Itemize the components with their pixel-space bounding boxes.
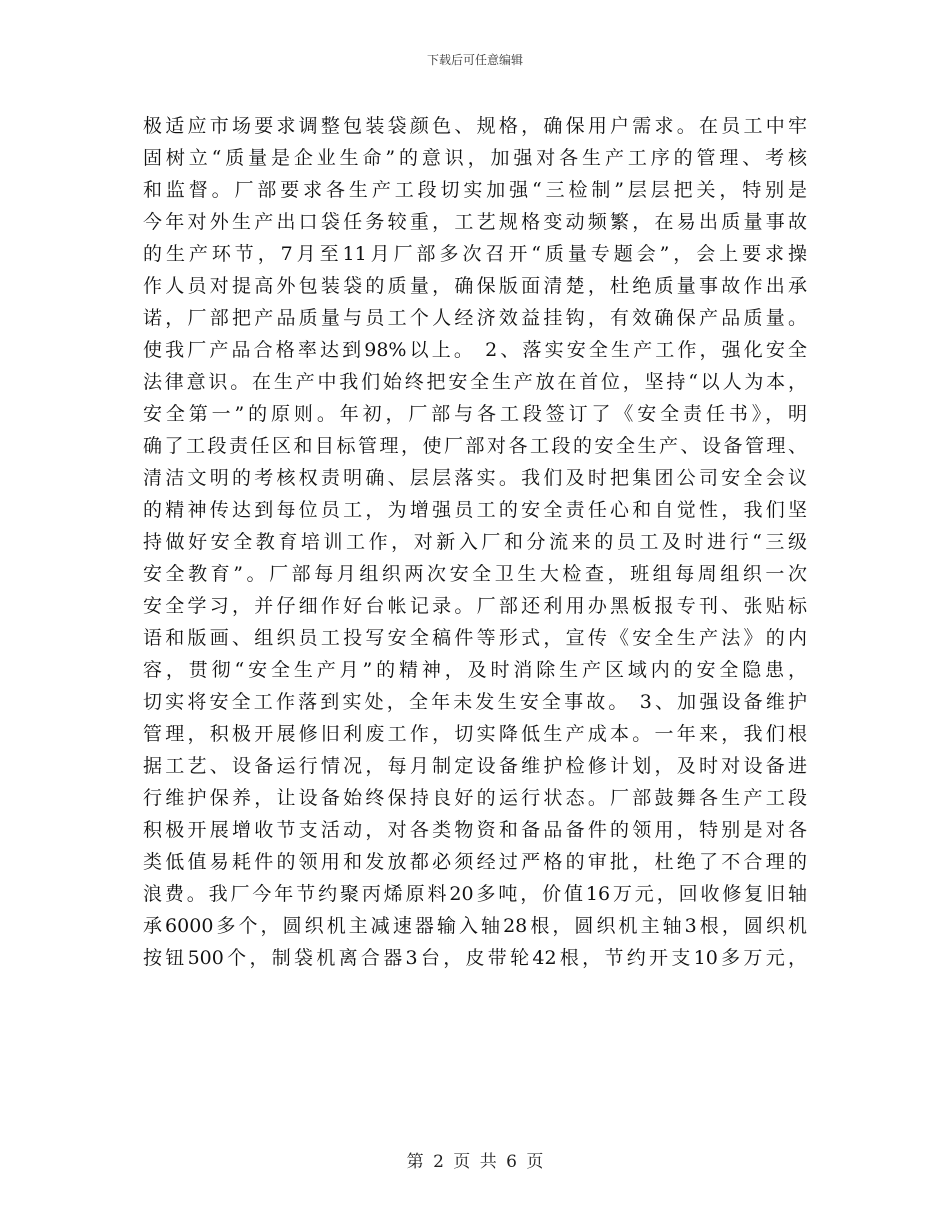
body-line: 极适应市场要求调整包装袋颜色、规格，确保用户需求。在员工中牢 bbox=[143, 115, 807, 137]
body-line: 和监督。厂部要求各生产工段切实加强“三检制”层层把关，特别是 bbox=[143, 179, 807, 201]
body-line: 切实将安全工作落到实处，全年未发生安全事故。 3、加强设备维护 bbox=[143, 691, 807, 713]
body-line: 容，贯彻“安全生产月”的精神，及时消除生产区域内的安全隐患， bbox=[143, 659, 807, 681]
body-line: 浪费。我厂今年节约聚丙烯原料20多吨，价值16万元，回收修复旧轴 bbox=[143, 883, 807, 905]
document-body bbox=[143, 110, 807, 974]
body-line: 承6000多个，圆织机主减速器输入轴28根，圆织机主轴3根，圆织机 bbox=[143, 915, 807, 937]
body-line: 安全学习，并仔细作好台帐记录。厂部还利用办黑板报专刊、张贴标 bbox=[143, 595, 807, 617]
body-line: 持做好安全教育培训工作，对新入厂和分流来的员工及时进行“三级 bbox=[143, 531, 807, 553]
body-line: 的精神传达到每位员工，为增强员工的安全责任心和自觉性，我们坚 bbox=[143, 499, 807, 521]
body-line: 类低值易耗件的领用和发放都必须经过严格的审批，杜绝了不合理的 bbox=[143, 851, 807, 873]
body-line: 今年对外生产出口袋任务较重，工艺规格变动频繁，在易出质量事故 bbox=[143, 211, 807, 233]
body-line: 安全第一”的原则。年初，厂部与各工段签订了《安全责任书》，明 bbox=[143, 403, 807, 425]
body-line: 行维护保养，让设备始终保持良好的运行状态。厂部鼓舞各生产工段 bbox=[143, 787, 807, 809]
body-line: 固树立“质量是企业生命”的意识，加强对各生产工序的管理、考核 bbox=[143, 147, 807, 169]
body-line: 作人员对提高外包装袋的质量，确保版面清楚，杜绝质量事故作出承 bbox=[143, 275, 807, 297]
body-line: 诺，厂部把产品质量与员工个人经济效益挂钩，有效确保产品质量。 bbox=[143, 307, 807, 329]
body-line: 的生产环节，7月至11月厂部多次召开“质量专题会”，会上要求操 bbox=[143, 243, 807, 265]
body-line: 清洁文明的考核权责明确、层层落实。我们及时把集团公司安全会议 bbox=[143, 467, 807, 489]
body-line: 管理，积极开展修旧利废工作，切实降低生产成本。一年来，我们根 bbox=[143, 723, 807, 745]
body-line: 语和版画、组织员工投写安全稿件等形式，宣传《安全生产法》的内 bbox=[143, 627, 807, 649]
body-line: 安全教育”。厂部每月组织两次安全卫生大检查，班组每周组织一次 bbox=[143, 563, 807, 585]
body-line: 法律意识。在生产中我们始终把安全生产放在首位，坚持“以人为本， bbox=[143, 371, 807, 393]
body-line: 据工艺、设备运行情况，每月制定设备维护检修计划，及时对设备进 bbox=[143, 755, 807, 777]
body-line: 按钮500个，制袋机离合器3台，皮带轮42根，节约开支10多万元， bbox=[143, 947, 807, 969]
body-line: 确了工段责任区和目标管理，使厂部对各工段的安全生产、设备管理、 bbox=[143, 435, 807, 457]
body-line: 使我厂产品合格率达到98%以上。 2、落实安全生产工作，强化安全 bbox=[143, 339, 807, 361]
page-header: 下载后可任意编辑 bbox=[426, 53, 523, 67]
body-line: 积极开展增收节支活动，对各类物资和备品备件的领用，特别是对各 bbox=[143, 819, 807, 841]
page-number: 第 2 页 共 6 页 bbox=[406, 1152, 544, 1172]
